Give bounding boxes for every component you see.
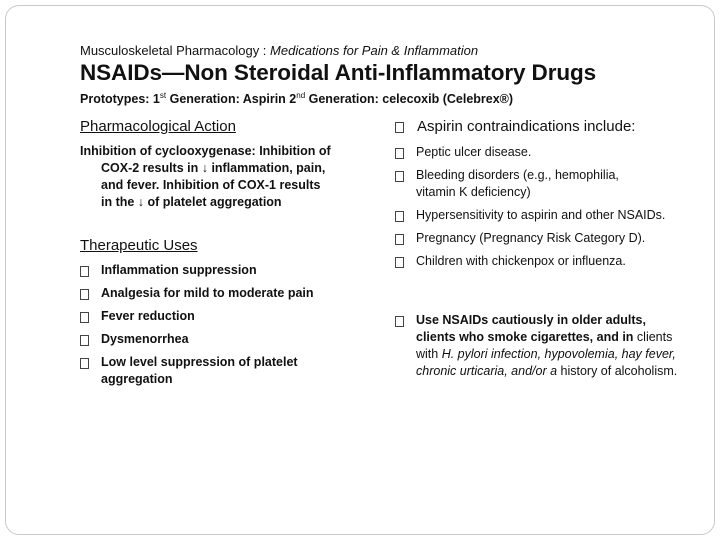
prototypes-line bbox=[80, 91, 513, 106]
checkbox-bullet-icon bbox=[80, 335, 89, 346]
checkbox-bullet-icon bbox=[395, 122, 404, 133]
list-item: Peptic ulcer disease. bbox=[395, 144, 685, 161]
checkbox-bullet-icon bbox=[80, 312, 89, 323]
list-item: Analgesia for mild to moderate pain bbox=[80, 285, 380, 302]
subject-prefix: Musculoskeletal Pharmacology : bbox=[80, 43, 271, 58]
pharmacological-action-text bbox=[80, 143, 375, 211]
list-item: Children with chickenpox or influenza. bbox=[395, 253, 685, 270]
checkbox-bullet-icon bbox=[395, 257, 404, 268]
list-item: Use NSAIDs cautiously in older adults, clients who smoke cigarettes, and in clients with H. pylori infection, hypovolemia, hay fever, chronic urticaria, and/or a history of alcoholism. bbox=[395, 312, 685, 380]
action-line-4: in the ↓ of platelet aggregation bbox=[101, 195, 282, 209]
second-sup: nd bbox=[296, 91, 306, 100]
checkbox-bullet-icon bbox=[80, 266, 89, 277]
therapeutic-uses-heading: Therapeutic Uses bbox=[80, 237, 198, 254]
prototypes-label: Prototypes: 1 bbox=[80, 92, 160, 107]
list-item: Low level suppression of platelet aggregation bbox=[80, 354, 331, 388]
caution-list bbox=[395, 312, 685, 380]
action-line-3: and fever. Inhibition of COX-1 results bbox=[101, 178, 321, 192]
first-sup: st bbox=[159, 91, 167, 100]
slide-title: NSAIDs—Non Steroidal Anti-Inflammatory Drugs bbox=[80, 60, 597, 85]
list-item: Bleeding disorders (e.g., hemophilia, vitamin K deficiency) bbox=[395, 167, 656, 201]
checkbox-bullet-icon bbox=[395, 316, 404, 327]
checkbox-bullet-icon bbox=[80, 358, 89, 369]
checkbox-bullet-icon bbox=[80, 289, 89, 300]
checkbox-bullet-icon bbox=[395, 171, 404, 182]
list-item: Fever reduction bbox=[80, 308, 380, 325]
action-line-1: Inhibition of cyclooxygenase: Inhibition of bbox=[80, 144, 331, 158]
list-item: Pregnancy (Pregnancy Risk Category D). bbox=[395, 230, 685, 247]
action-line-2: COX-2 results in ↓ inflammation, pain, bbox=[101, 161, 326, 175]
checkbox-bullet-icon bbox=[395, 211, 404, 222]
checkbox-bullet-icon bbox=[395, 148, 404, 159]
first-gen: Generation: Aspirin 2 bbox=[166, 92, 297, 107]
contraindications-list bbox=[395, 144, 685, 270]
uses-list bbox=[80, 262, 380, 388]
subject-italic: Medications for Pain & Inflammation bbox=[270, 43, 479, 58]
contraindications-heading: Aspirin contraindications include: bbox=[395, 118, 635, 135]
pharmacological-action-heading: Pharmacological Action bbox=[80, 118, 236, 135]
slide-subject bbox=[80, 43, 478, 58]
checkbox-bullet-icon bbox=[395, 234, 404, 245]
list-item: Inflammation suppression bbox=[80, 262, 380, 279]
list-item: Dysmenorrhea bbox=[80, 331, 380, 348]
second-gen: Generation: celecoxib (Celebrex®) bbox=[305, 92, 514, 107]
list-item: Hypersensitivity to aspirin and other NSAIDs. bbox=[395, 207, 666, 224]
